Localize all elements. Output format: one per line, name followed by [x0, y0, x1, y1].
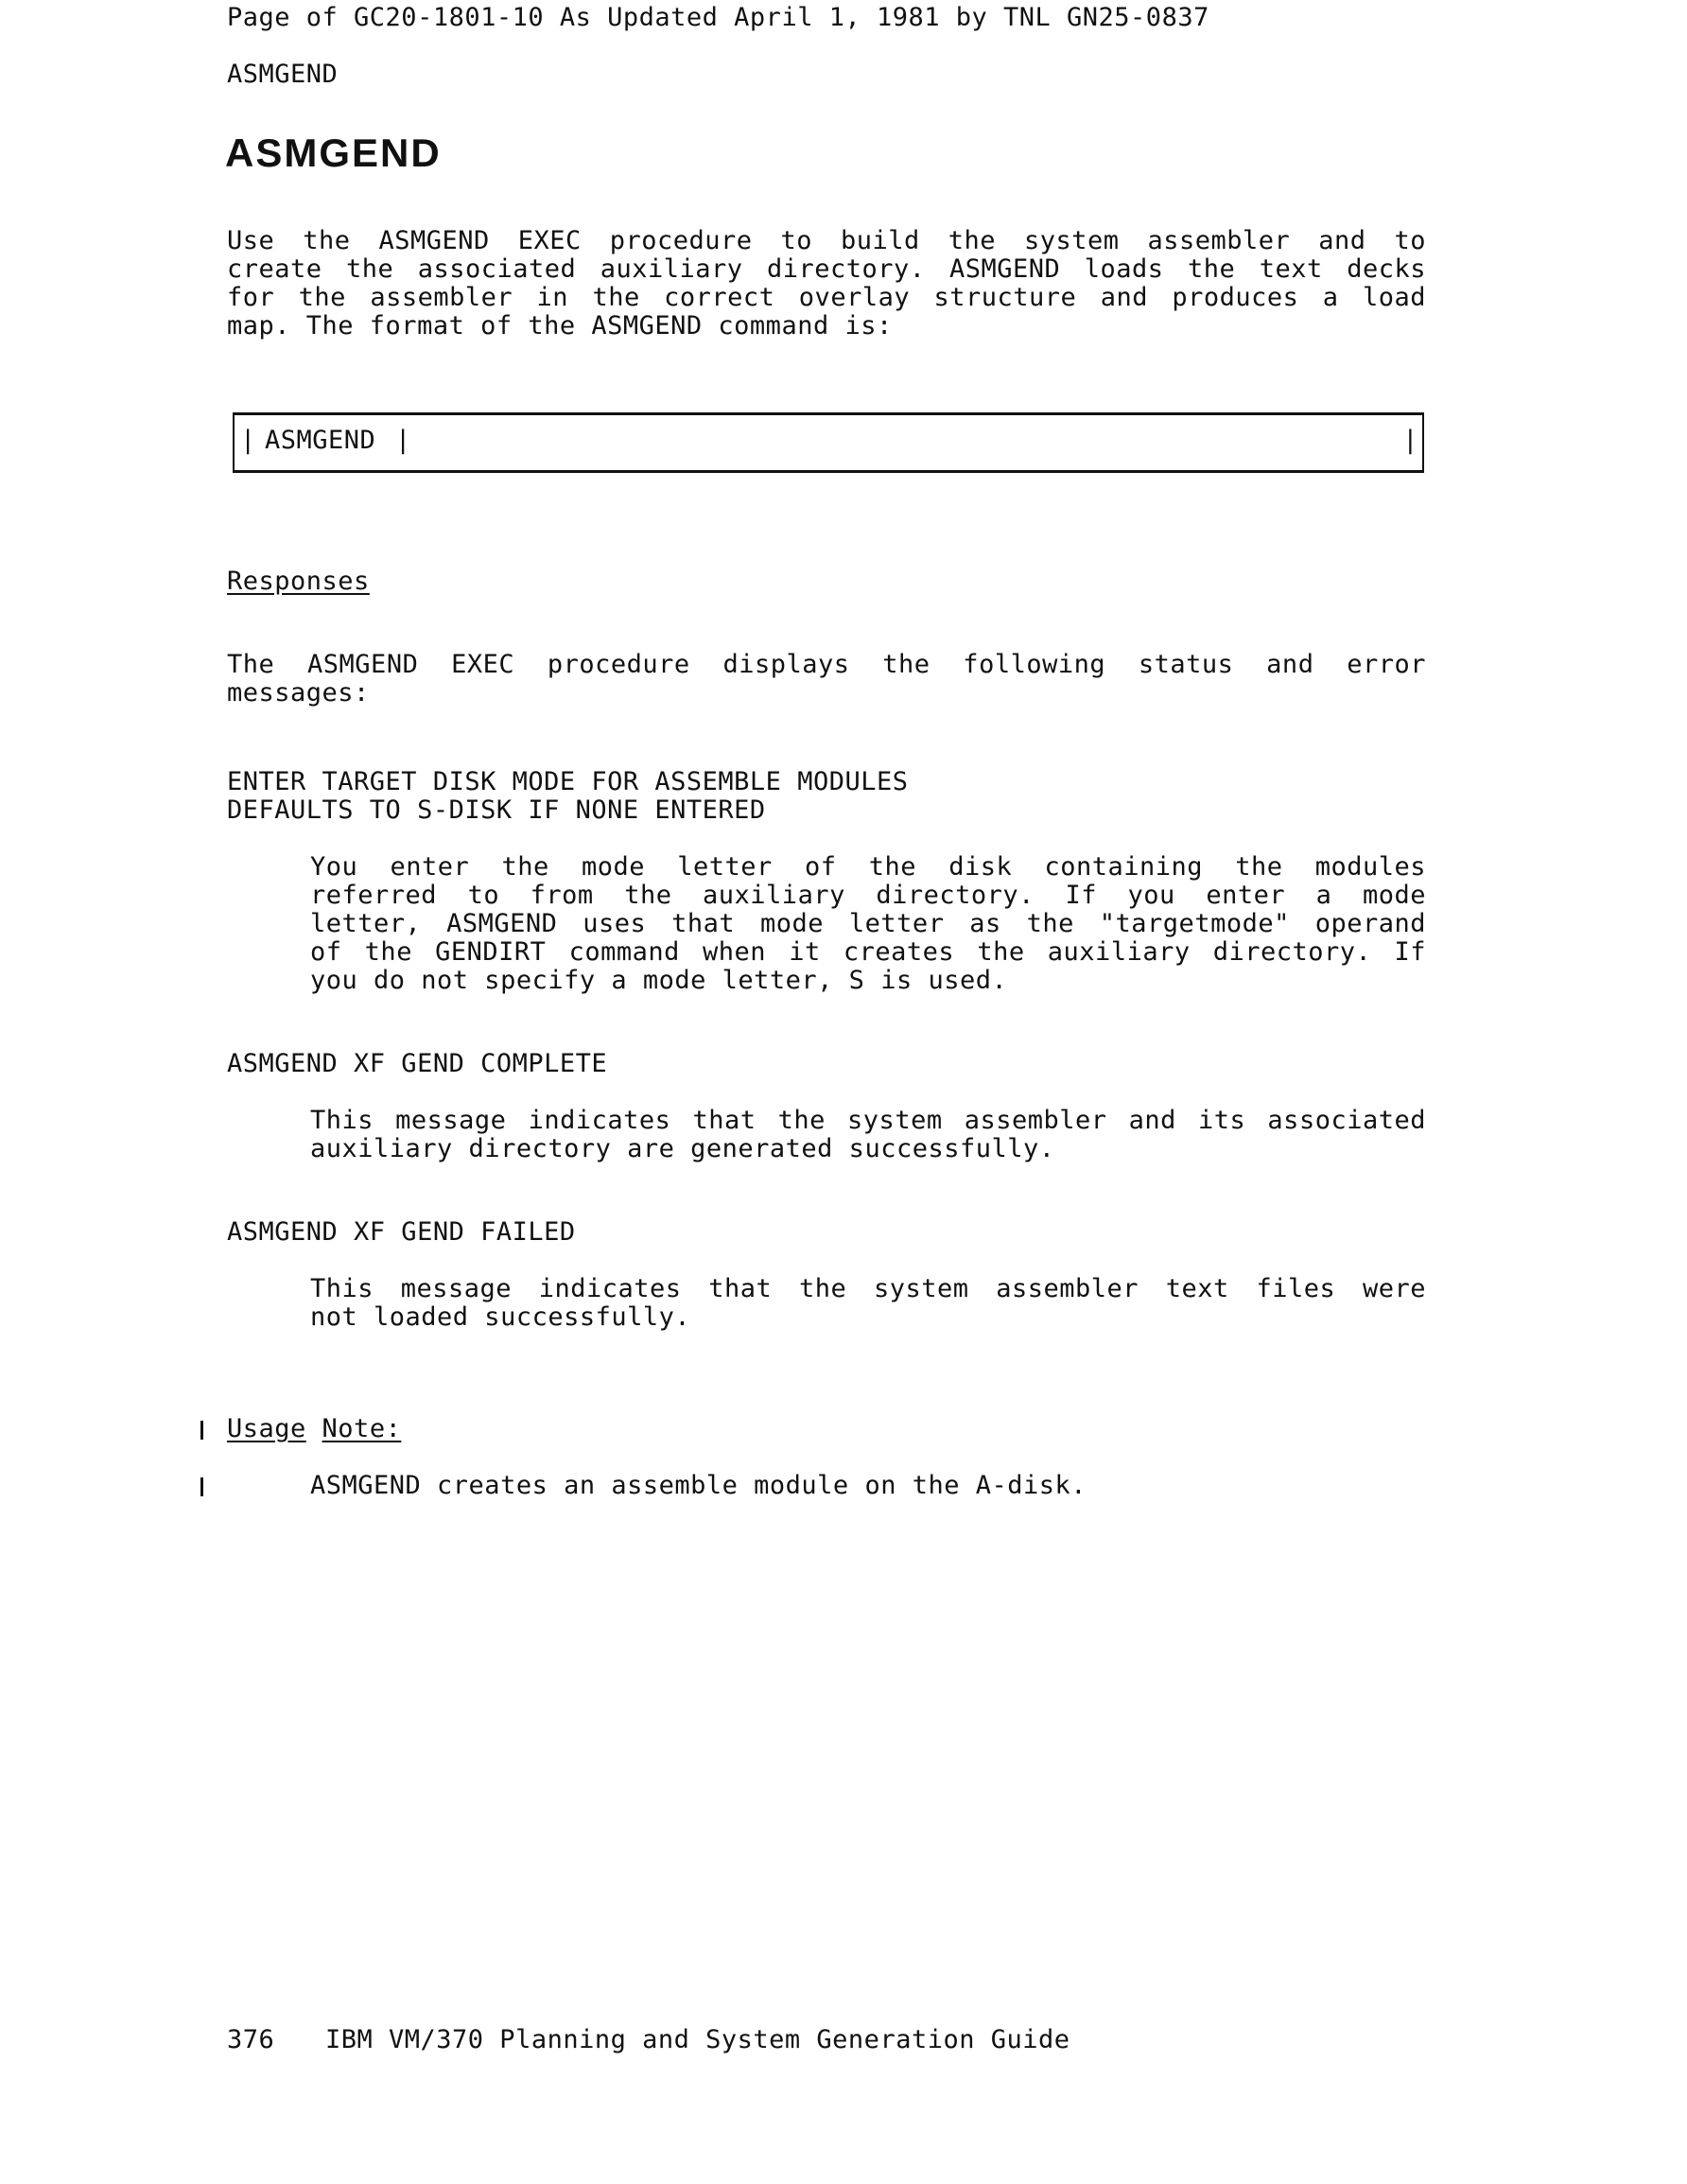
command-box-left-bar: |	[240, 426, 256, 455]
intro-line: create the associated auxiliary directory. ASMGEND loads the text decks	[227, 254, 1426, 284]
message-text: DEFAULTS TO S-DISK IF NONE ENTERED	[227, 795, 766, 825]
intro-paragraph	[227, 227, 1426, 341]
message-text: ASMGEND XF GEND FAILED	[227, 1217, 576, 1247]
command-box-right-bar: |	[1402, 426, 1418, 455]
book-title: IBM VM/370 Planning and System Generation Guide	[325, 2025, 1070, 2054]
responses-intro-line: messages:	[227, 678, 370, 708]
command-box-separator: |	[395, 426, 411, 455]
command-format-box	[233, 412, 1424, 473]
explanation-line: This message indicates that the system assembler text files were	[310, 1274, 1426, 1303]
explanation-line: auxiliary directory are generated successfully.	[310, 1134, 1055, 1163]
usage-note-heading-word: Usage	[227, 1414, 306, 1443]
explanation-line: This message indicates that the system assembler and its associated	[310, 1106, 1426, 1135]
explanation-line: you do not specify a mode letter, S is used.	[310, 966, 1008, 995]
explanation-line: letter, ASMGEND uses that mode letter as the "targetmode" operand	[310, 909, 1426, 938]
responses-intro	[227, 651, 1426, 708]
revision-bar	[200, 1477, 203, 1496]
intro-line: for the assembler in the correct overlay structure and produces a load	[227, 283, 1426, 312]
explanation-line: You enter the mode letter of the disk containing the modules	[310, 852, 1426, 882]
explanation-line: not loaded successfully.	[310, 1302, 691, 1332]
message-text: ENTER TARGET DISK MODE FOR ASSEMBLE MODULES	[227, 767, 909, 796]
message-explanation	[310, 1107, 1426, 1163]
page-number: 376	[227, 2025, 275, 2054]
message-explanation	[310, 853, 1426, 995]
revision-bar	[200, 1421, 203, 1440]
message-explanation	[310, 1275, 1426, 1332]
explanation-line: of the GENDIRT command when it creates the auxiliary directory. If	[310, 937, 1426, 967]
usage-note-text: ASMGEND creates an assemble module on the A-disk.	[310, 1471, 1087, 1500]
intro-line: map. The format of the ASMGEND command is:	[227, 311, 893, 341]
usage-note-heading	[227, 1415, 401, 1443]
explanation-line: referred to from the auxiliary directory. If you enter a mode	[310, 881, 1426, 910]
command-syntax: ASMGEND	[265, 426, 376, 455]
message-text: ASMGEND XF GEND COMPLETE	[227, 1049, 608, 1078]
intro-line: Use the ASMGEND EXEC procedure to build the system assembler and to	[227, 226, 1426, 255]
responses-heading: Responses	[227, 567, 370, 596]
running-head: ASMGEND	[227, 60, 339, 89]
page-header-line: Page of GC20-1801-10 As Updated April 1, 1981 by TNL GN25-0837	[227, 3, 1209, 32]
usage-note-heading-word: Note:	[322, 1414, 402, 1443]
page-title: ASMGEND	[225, 131, 442, 175]
responses-intro-line: The ASMGEND EXEC procedure displays the following status and error	[227, 650, 1426, 679]
